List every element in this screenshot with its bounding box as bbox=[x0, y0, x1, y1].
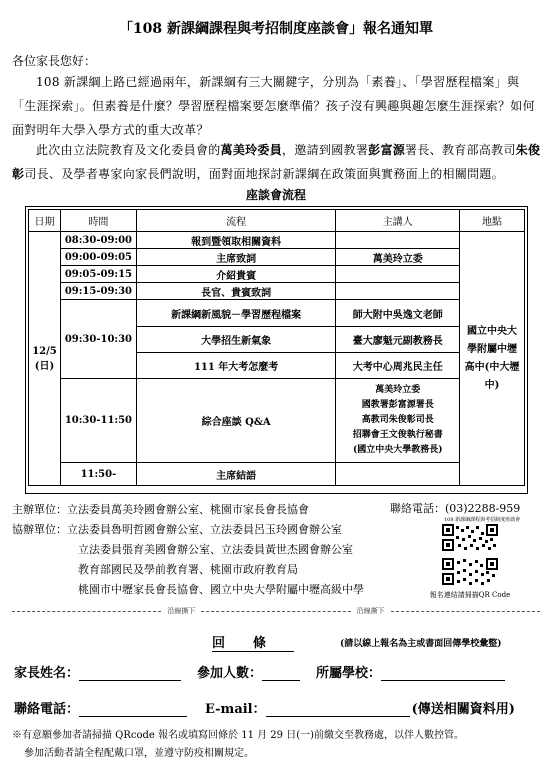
contact-phone bbox=[390, 500, 520, 516]
table-row bbox=[29, 249, 525, 266]
para2-a: 此次由立法院教育及文化委員會的 bbox=[36, 143, 221, 157]
reply-note: (請以線上報名為主或書面回傳學校彙整) bbox=[340, 639, 502, 649]
flow-cell: 長官、貴賓致詞 bbox=[136, 283, 336, 300]
phone-number: (03)2288-959 bbox=[445, 502, 521, 515]
table-row bbox=[29, 266, 525, 283]
email-field[interactable] bbox=[266, 702, 410, 717]
email-label: E-mail： bbox=[205, 702, 266, 717]
para2-b: 萬美玲委員 bbox=[220, 143, 283, 157]
speaker-cell bbox=[336, 283, 460, 300]
page-title: 「108 新課綱課程與考招制度座談會」報名通知單 bbox=[118, 21, 434, 37]
co-organizer-3: 教育部國民及學前教育署、桃園市政府教育局 bbox=[78, 563, 298, 576]
time-cell: 09:15-09:30 bbox=[60, 283, 136, 300]
form-row-2 bbox=[14, 698, 515, 717]
table-row bbox=[29, 379, 525, 463]
para2-g: 司長、及學者專家向家長們說明，面對面地探討新課綱在政策面與實務面上的相關問題。 bbox=[24, 167, 505, 181]
time-cell: 11:50- bbox=[60, 463, 136, 486]
speaker-cell: 萬美玲立委 國教署彭富源署長 高教司朱俊彰司長 招聯會王文俊執行秘書 (國立中央大學教務長) bbox=[336, 379, 460, 463]
phone-field[interactable] bbox=[79, 702, 187, 717]
table-row bbox=[29, 232, 525, 249]
speaker-cell bbox=[336, 463, 460, 486]
dash-right bbox=[391, 611, 540, 612]
school-field[interactable] bbox=[381, 666, 505, 681]
qr-code-icon[interactable] bbox=[442, 524, 498, 552]
dash-middle bbox=[201, 611, 350, 612]
dash-left bbox=[12, 611, 161, 612]
greeting: 各位家長您好： bbox=[12, 54, 97, 68]
time-cell: 09:05-09:15 bbox=[60, 266, 136, 283]
speaker-cell: 大考中心周兆民主任 bbox=[336, 353, 460, 379]
speaker-cell: 師大附中吳逸文老師 bbox=[336, 300, 460, 327]
time-cell: 09:00-09:05 bbox=[60, 249, 136, 266]
cut-label-right: 沿線撕下 bbox=[356, 607, 385, 615]
para2-c: ，邀請到國教署 bbox=[282, 143, 369, 157]
footnote-1: ※有意願參加者請掃描 QRcode 報名或填寫回條於 11 月 29 日(一)前繳交至教務處，以伴人數控管。 bbox=[12, 730, 464, 741]
date-cell: 12/5 (日) bbox=[29, 232, 61, 486]
time-cell: 08:30-09:00 bbox=[60, 232, 136, 249]
flow-cell: 報到暨領取相關資料 bbox=[136, 232, 336, 249]
host-line bbox=[12, 500, 309, 520]
footnote-2: 參加活動者請全程配戴口罩，並遵守防疫相關規定。 bbox=[24, 748, 254, 759]
flow-cell: 新課綱新風貌－學習歷程檔案 bbox=[136, 300, 336, 327]
co-organizer-2: 立法委員張育美國會辦公室、立法委員黃世杰國會辦公室 bbox=[78, 543, 353, 556]
flow-cell: 主席致詞 bbox=[136, 249, 336, 266]
send-note: (傳送相關資料用) bbox=[411, 702, 515, 717]
qr-code-icon[interactable] bbox=[442, 558, 498, 586]
speaker-cell: 臺大廖魁元副教務長 bbox=[336, 327, 460, 353]
speaker-cell bbox=[336, 266, 460, 283]
flow-cell: 綜合座談 Q&A bbox=[136, 379, 336, 463]
intro-paragraph: 108 新課綱上路已經過兩年，新課綱有三大關鍵字，分別為「素養」、「學習歷程檔案」與「生涯探索」。但素養是什麼？學習歷程檔案要怎麼準備？孩子沒有興趣與趣怎麼生涯探索？如何面對明年大學入學方式的重大改革？ bbox=[12, 75, 535, 137]
qr-caption: 報名連結請掃描QR Code bbox=[429, 591, 511, 599]
co-label: 協辦單位： bbox=[12, 523, 67, 536]
host-label: 主辦單位： bbox=[12, 503, 67, 516]
header-time: 時間 bbox=[60, 210, 136, 232]
flow-cell: 111 年大考怎麼考 bbox=[136, 353, 336, 379]
count-field[interactable] bbox=[262, 666, 300, 681]
co-organizer-4: 桃園市中壢家長會長協會、國立中央大學附屬中壢高級中學 bbox=[78, 583, 364, 596]
time-cell: 10:30-11:50 bbox=[60, 379, 136, 463]
table-row bbox=[29, 463, 525, 486]
header-location: 地點 bbox=[460, 210, 525, 232]
form-row-1 bbox=[14, 662, 505, 681]
invitation-paragraph bbox=[12, 138, 542, 186]
phone-field-label: 聯絡電話： bbox=[14, 702, 80, 717]
header-date: 日期 bbox=[29, 210, 61, 232]
co-organizer-1: 立法委員魯明哲國會辦公室、立法委員呂玉玲國會辦公室 bbox=[67, 523, 342, 536]
schedule-header-row bbox=[29, 210, 525, 232]
parent-name-field[interactable] bbox=[79, 666, 181, 681]
location-cell: 國立中央大學附屬中壢高中(中大壢中) bbox=[460, 232, 525, 486]
table-row bbox=[29, 283, 525, 300]
para2-f: 朱俊彰 bbox=[12, 143, 541, 181]
count-label: 參加人數： bbox=[197, 666, 263, 681]
parent-name-label: 家長姓名： bbox=[14, 666, 80, 681]
qr-top-text: 108 新課綱課程與考招制度座談會 bbox=[444, 517, 521, 523]
cut-line bbox=[12, 606, 540, 616]
reply-title: 回條 bbox=[212, 632, 294, 652]
speaker-cell: 萬美玲立委 bbox=[336, 249, 460, 266]
flow-cell: 大學招生新氣象 bbox=[136, 327, 336, 353]
co-organizer-label-line bbox=[12, 520, 342, 540]
schedule-title: 座談會流程 bbox=[245, 188, 306, 202]
time-cell: 09:30-10:30 bbox=[60, 300, 136, 379]
speaker-cell bbox=[336, 232, 460, 249]
cut-label-left: 沿線撕下 bbox=[167, 607, 196, 615]
schedule-table bbox=[28, 209, 525, 486]
school-label: 所屬學校： bbox=[316, 666, 382, 681]
host-text: 立法委員萬美玲國會辦公室、桃園市家長會長協會 bbox=[67, 503, 309, 516]
para2-d: 彭富源 bbox=[368, 143, 406, 157]
header-speaker: 主講人 bbox=[336, 210, 460, 232]
flow-cell: 主席結語 bbox=[136, 463, 336, 486]
para2-e: 署長、教育部高教司 bbox=[405, 143, 516, 157]
header-flow: 流程 bbox=[136, 210, 336, 232]
phone-label: 聯絡電話： bbox=[390, 502, 445, 515]
flow-cell: 介紹貴賓 bbox=[136, 266, 336, 283]
table-row bbox=[29, 300, 525, 327]
